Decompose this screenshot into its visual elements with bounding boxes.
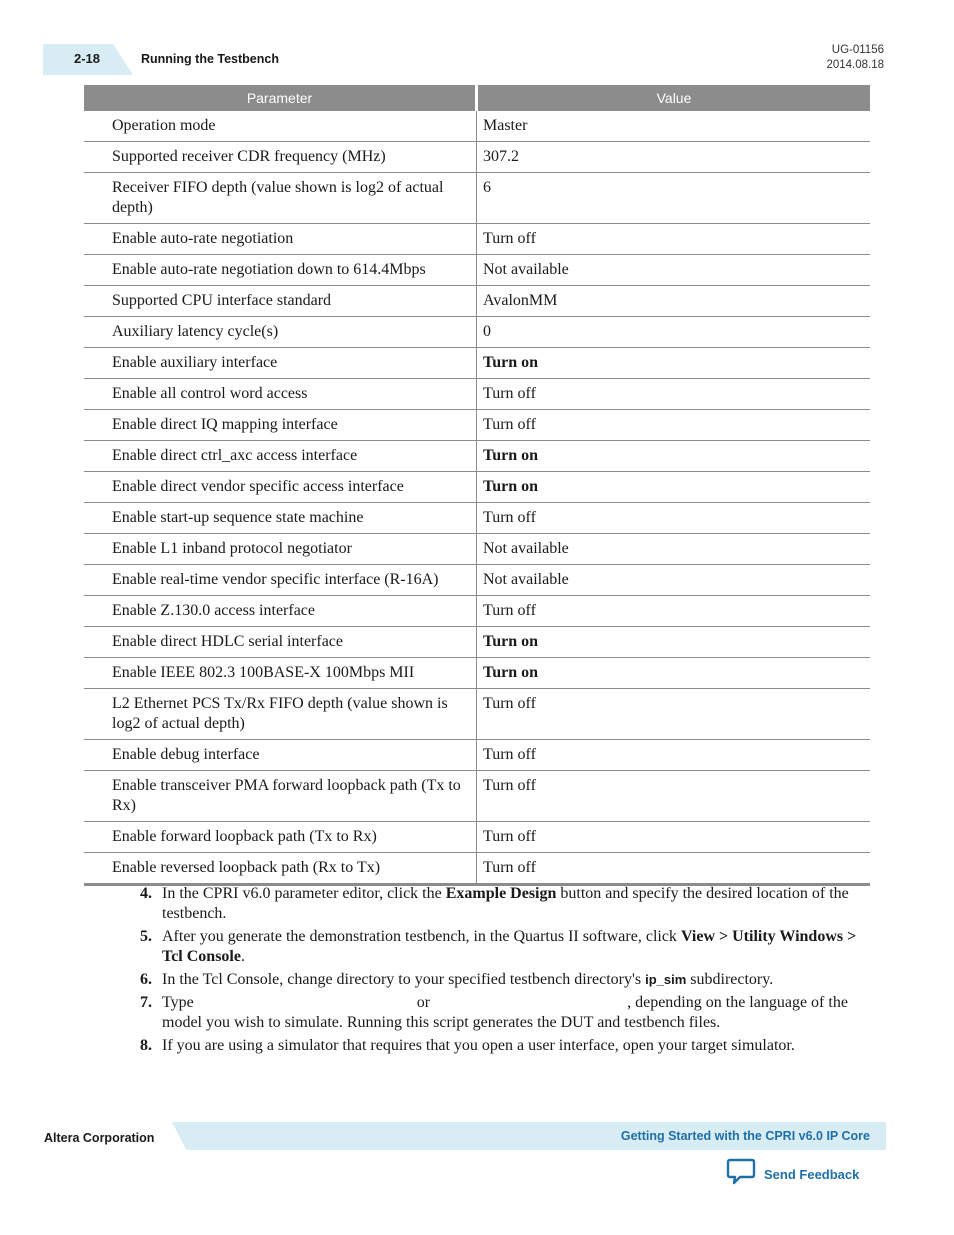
footer-doc-title-link[interactable]: Getting Started with the CPRI v6.0 IP Core — [620, 1129, 870, 1143]
value-cell: Turn off — [477, 224, 871, 255]
table-row — [84, 771, 870, 822]
send-feedback-label: Send Feedback — [764, 1167, 860, 1182]
parameter-cell: Enable real-time vendor specific interface (R-16A) — [84, 565, 477, 596]
parameter-table — [84, 85, 870, 886]
column-header-value: Value — [477, 85, 871, 111]
value-cell: Turn off — [477, 822, 871, 853]
value-cell: 307.2 — [477, 142, 871, 173]
table-row — [84, 627, 870, 658]
doc-id: UG-01156 — [831, 44, 884, 56]
parameter-cell: Enable transceiver PMA forward loopback path (Tx to Rx) — [84, 771, 477, 822]
parameter-cell: Enable forward loopback path (Tx to Rx) — [84, 822, 477, 853]
step-8 — [140, 1036, 860, 1056]
step-number: 8. — [140, 1037, 152, 1054]
page-number: 2-18 — [74, 51, 101, 66]
table-row — [84, 740, 870, 771]
parameter-cell: Enable direct IQ mapping interface — [84, 410, 477, 441]
table-row — [84, 379, 870, 410]
doc-meta — [826, 43, 884, 73]
step-number: 7. — [140, 994, 152, 1011]
value-cell: Not available — [477, 534, 871, 565]
table-header-row — [84, 85, 870, 111]
parameter-cell: Enable reversed loopback path (Rx to Tx) — [84, 853, 477, 885]
table-row — [84, 224, 870, 255]
table-row — [84, 317, 870, 348]
parameter-cell: Receiver FIFO depth (value shown is log2 of actual depth) — [84, 173, 477, 224]
table-row — [84, 596, 870, 627]
table-row — [84, 853, 870, 885]
value-cell: Not available — [477, 565, 871, 596]
value-cell: Turn off — [477, 740, 871, 771]
step-text: After you generate the demonstration testbench, in the Quartus II software, click — [162, 928, 681, 945]
value-cell: Not available — [477, 255, 871, 286]
value-cell: Turn on — [477, 627, 871, 658]
step-text: If you are using a simulator that requires that you open a user interface, open your target simulator. — [162, 1037, 795, 1054]
value-cell: Turn off — [477, 503, 871, 534]
step-6 — [140, 970, 860, 990]
value-cell: Turn off — [477, 771, 871, 822]
parameter-cell: Enable start-up sequence state machine — [84, 503, 477, 534]
step-text: In the Tcl Console, change directory to your specified testbench directory's — [162, 971, 646, 988]
step-text: or — [416, 994, 431, 1011]
table-row — [84, 142, 870, 173]
step-text: In the CPRI v6.0 parameter editor, click the — [162, 885, 446, 902]
value-cell: AvalonMM — [477, 286, 871, 317]
table-row — [84, 410, 870, 441]
step-text: , depending on the language of the model you wish to simulate. Running this script generates the DUT and testbench files. — [162, 994, 848, 1031]
step-text: subdirectory. — [686, 971, 774, 988]
table-row — [84, 472, 870, 503]
step-text: . — [240, 948, 245, 965]
parameter-cell: Enable direct HDLC serial interface — [84, 627, 477, 658]
value-cell: Master — [477, 111, 871, 142]
step-7 — [140, 993, 860, 1033]
step-5 — [140, 927, 860, 967]
company-name: Altera Corporation — [44, 1131, 155, 1145]
parameter-cell: Enable debug interface — [84, 740, 477, 771]
value-cell: Turn on — [477, 472, 871, 503]
table-row — [84, 255, 870, 286]
value-cell: Turn off — [477, 596, 871, 627]
value-cell: Turn off — [477, 689, 871, 740]
table-row — [84, 565, 870, 596]
parameter-cell: Enable auto-rate negotiation — [84, 224, 477, 255]
value-cell: Turn on — [477, 441, 871, 472]
value-cell: Turn on — [477, 348, 871, 379]
parameter-cell: L2 Ethernet PCS Tx/Rx FIFO depth (value shown is log2 of actual depth) — [84, 689, 477, 740]
value-cell: Turn off — [477, 410, 871, 441]
parameter-cell: Auxiliary latency cycle(s) — [84, 317, 477, 348]
section-title: Running the Testbench — [141, 52, 279, 66]
parameter-cell: Operation mode — [84, 111, 477, 142]
parameter-cell: Enable direct vendor specific access interface — [84, 472, 477, 503]
step-4 — [140, 884, 860, 924]
send-feedback-link[interactable] — [726, 1158, 859, 1191]
table-row — [84, 286, 870, 317]
menu-path: View > Utility Windows > Tcl Console — [162, 928, 857, 965]
directory-name: ip_sim — [645, 972, 687, 987]
step-text: button and specify the desired location of the testbench. — [162, 885, 849, 922]
table-row — [84, 534, 870, 565]
parameter-cell: Enable direct ctrl_axc access interface — [84, 441, 477, 472]
table-row — [84, 111, 870, 142]
step-number: 6. — [140, 971, 152, 988]
table-row — [84, 689, 870, 740]
value-cell: 0 — [477, 317, 871, 348]
parameter-cell: Supported receiver CDR frequency (MHz) — [84, 142, 477, 173]
table-row — [84, 658, 870, 689]
table-body — [84, 111, 870, 885]
speech-bubble-icon — [726, 1158, 756, 1191]
table-row — [84, 348, 870, 379]
table-row — [84, 441, 870, 472]
column-header-parameter: Parameter — [84, 85, 477, 111]
parameter-cell: Enable all control word access — [84, 379, 477, 410]
value-cell: 6 — [477, 173, 871, 224]
step-number: 5. — [140, 928, 152, 945]
parameter-cell: Enable L1 inband protocol negotiator — [84, 534, 477, 565]
parameter-cell: Enable auto-rate negotiation down to 614.4Mbps — [84, 255, 477, 286]
value-cell: Turn off — [477, 379, 871, 410]
ui-element-name: Example Design — [445, 885, 557, 902]
parameter-cell: Enable IEEE 802.3 100BASE-X 100Mbps MII — [84, 658, 477, 689]
value-cell: Turn on — [477, 658, 871, 689]
parameter-cell: Enable auxiliary interface — [84, 348, 477, 379]
step-text: Type — [162, 994, 194, 1011]
table-row — [84, 503, 870, 534]
table-row — [84, 173, 870, 224]
doc-date: 2014.08.18 — [826, 59, 884, 71]
parameter-cell: Supported CPU interface standard — [84, 286, 477, 317]
step-number: 4. — [140, 885, 152, 902]
table-row — [84, 822, 870, 853]
value-cell: Turn off — [477, 853, 871, 885]
instruction-steps — [140, 884, 860, 1059]
parameter-cell: Enable Z.130.0 access interface — [84, 596, 477, 627]
